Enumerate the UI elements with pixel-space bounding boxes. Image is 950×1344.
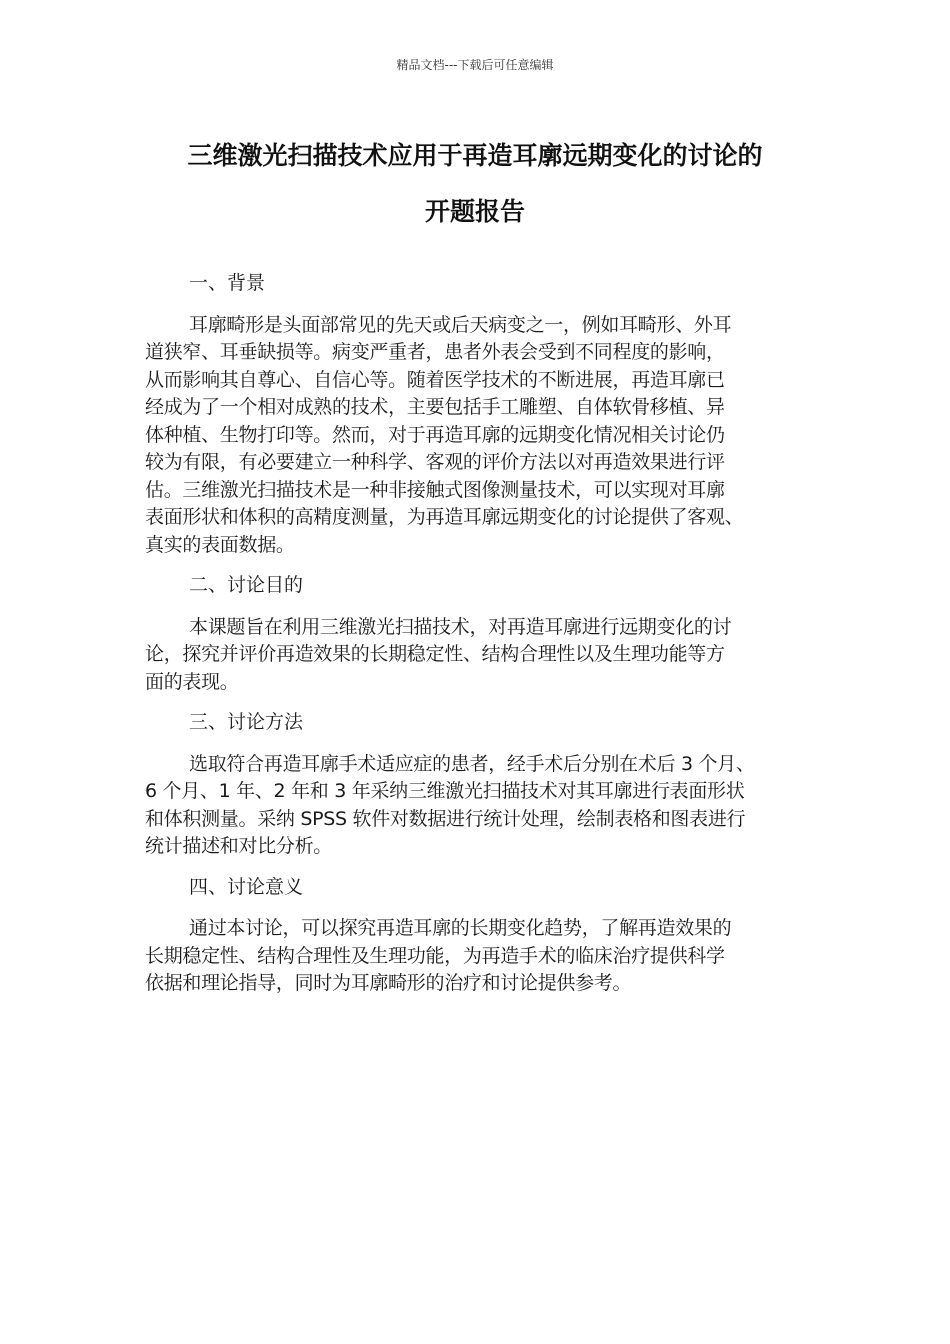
paragraph-line: 本课题旨在利用三维激光扫描技术，对再造耳廓进行远期变化的讨 [189, 615, 732, 638]
paragraph-line: 6 个月、1 年、2 年和 3 年采纳三维激光扫描技术对其耳廓进行表面形状 [145, 780, 745, 802]
section-paragraph-significance [145, 915, 807, 998]
paragraph-line: 面的表现。 [145, 670, 239, 693]
paragraph-line: 长期稳定性、结构合理性及生理功能，为再造手术的临床治疗提供科学 [145, 944, 725, 967]
paragraph-line: 道狭窄、耳垂缺损等。病变严重者，患者外表会受到不同程度的影响， [145, 341, 725, 363]
paragraph-line: 论，探究并评价再造效果的长期稳定性、结构合理性以及生理功能等方 [145, 643, 725, 665]
paragraph-line: 经成为了一个相对成熟的技术，主要包括手工雕塑、自体软骨移植、异 [145, 396, 725, 418]
section-paragraph-background [145, 312, 807, 560]
paragraph-line: 通过本讨论，可以探究再造耳廓的长期变化趋势，了解再造效果的 [189, 917, 732, 939]
paragraph-line: 和体积测量。采纳 SPSS 软件对数据进行统计处理，绘制表格和图表进行 [145, 807, 746, 830]
paragraph-line: 估。三维激光扫描技术是一种非接触式图像测量技术，可以实现对耳廓 [145, 478, 725, 501]
section-heading-method: 三、讨论方法 [189, 711, 304, 733]
section-heading-significance: 四、讨论意义 [189, 875, 304, 898]
paragraph-line: 选取符合再造耳廓手术适应症的患者，经手术后分别在术后 3 个月、 [189, 752, 755, 775]
title-line-2: 开题报告 [424, 197, 525, 226]
title-line-1: 三维激光扫描技术应用于再造耳廓远期变化的讨论的 [187, 141, 763, 170]
paragraph-line: 从而影响其自尊心、自信心等。随着医学技术的不断进展，再造耳廓已 [145, 368, 725, 391]
section-paragraph-purpose [145, 614, 807, 697]
page-header: 精品文档---下载后可任意编辑 [396, 58, 554, 72]
paragraph-line: 体种植、生物打印等。然而，对于再造耳廓的远期变化情况相关讨论仍 [145, 423, 725, 446]
paragraph-line: 统计描述和对比分析。 [145, 835, 333, 857]
section-heading-background: 一、背景 [189, 272, 266, 294]
paragraph-line: 依据和理论指导，同时为耳廓畸形的治疗和讨论提供参考。 [145, 972, 632, 994]
paragraph-line: 耳廓畸形是头面部常见的先天或后天病变之一，例如耳畸形、外耳 [189, 313, 732, 336]
paragraph-line: 真实的表面数据。 [145, 533, 295, 556]
section-heading-purpose: 二、讨论目的 [189, 574, 304, 596]
document-body [145, 270, 807, 1011]
paragraph-line: 表面形状和体积的高精度测量，为再造耳廓远期变化的讨论提供了客观、 [145, 506, 744, 528]
paragraph-line: 较为有限，有必要建立一种科学、客观的评价方法以对再造效果进行评 [145, 451, 725, 473]
document-title [140, 128, 810, 240]
section-paragraph-method [145, 751, 807, 861]
